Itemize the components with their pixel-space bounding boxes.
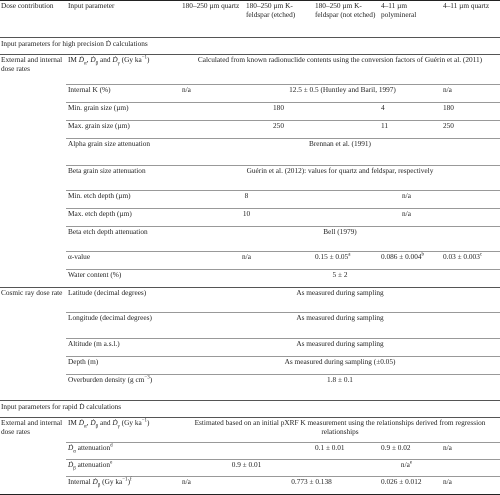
param-d-alpha: Ḋ$_\alpha$ attenuation$^d$: [68, 443, 113, 455]
param-min-grain: Min. grain size (µm): [68, 103, 129, 112]
table-row: [66, 190, 500, 208]
cell: 0.773 ± 0.138: [291, 477, 332, 486]
param-max-etch: Max. etch depth (µm): [68, 209, 132, 218]
group-external-rapid: [0, 417, 500, 494]
cell: 10: [242, 209, 251, 218]
cell: n/a: [182, 85, 191, 94]
param-beta-atten: Beta grain size attenuation: [68, 166, 146, 175]
cell: As measured during sampling: [296, 313, 384, 322]
cell: [180, 102, 244, 120]
param-alpha-atten: Alpha grain size attenuation: [68, 139, 151, 148]
header-kfeldspar-not-etched: 180–250 µm K-feldspar (not etched): [315, 1, 376, 19]
cell: n/a: [443, 443, 452, 452]
cell: 0.03 ± 0.003$^c$: [443, 252, 483, 261]
cell: n/a: [402, 209, 411, 218]
cell: [180, 442, 244, 459]
table-row: [66, 312, 500, 338]
table-row: [66, 442, 500, 459]
cell: n/a: [443, 477, 452, 486]
header-quartz-coarse: 180–250 µm quartz: [182, 1, 240, 10]
cell: Brennan et al. (1991): [308, 139, 371, 148]
table-row: [66, 208, 500, 226]
cell: Bell (1979): [323, 227, 357, 236]
group-external: [0, 54, 500, 287]
cell: 12.5 ± 0.5 (Huntley and Baril, 1997): [289, 85, 396, 94]
table-header-row: [0, 0, 500, 37]
value-im: Calculated from known radionuclide contents using the conversion factors of Guérin et al. (2011): [197, 55, 483, 64]
cell: $n/a^e$: [400, 460, 413, 469]
cell: n/a: [443, 85, 452, 94]
table-row: [66, 102, 500, 120]
cell: n/a: [402, 191, 411, 200]
param-longitude: Longitude (decimal degrees): [68, 313, 152, 322]
cell: 0.026 ± 0.012: [381, 477, 422, 486]
param-water: Water content (%): [68, 270, 122, 279]
table-row: [66, 226, 500, 251]
cell: 8: [244, 191, 249, 200]
cell: 250: [443, 121, 454, 130]
table-row: [66, 356, 500, 374]
group-label-cosmic: Cosmic ray dose rate: [1, 288, 63, 297]
cell: n/a: [242, 252, 251, 261]
cell: 0.086 ± 0.004$^b$: [381, 252, 424, 261]
cell: [244, 442, 313, 459]
param-alpha-value: α-value: [68, 252, 91, 261]
table-row: [66, 269, 500, 287]
section-high-precision: [0, 37, 500, 54]
cell: 11: [381, 121, 389, 130]
header-input-parameter: Input parameter: [68, 1, 115, 10]
table-row: [66, 120, 500, 138]
param-latitude: Latitude (decimal degrees): [68, 288, 147, 297]
table-row: [66, 374, 500, 400]
param-internal-k: Internal K (%): [68, 85, 111, 94]
param-im-rapid: IM Ḋ$_\alpha$, Ḋ$_\beta$ and Ḋ$_\gamma$ (Gy $ka^{-1}$): [68, 418, 150, 430]
param-im: IM Ḋ$_\alpha$, Ḋ$_\beta$ and Ḋ$_\gamma$ (Gy $ka^{-1}$): [68, 55, 150, 67]
section-title-2: Input parameters for rapid Ḋ calculations: [1, 402, 122, 411]
cell: 0.15 ± 0.05$^a$: [315, 252, 351, 261]
cell: Estimated based on an initial pXRF K measurement using the relationships derived from regression relationships: [194, 418, 486, 436]
cell: 0.9 ± 0.01: [231, 460, 262, 469]
cell: As measured during sampling: [296, 288, 384, 297]
cell: 0.1 ± 0.01: [315, 443, 345, 452]
cell: 1.8 ± 0.1: [327, 375, 353, 384]
table-row: [66, 251, 500, 269]
param-internal-db: Internal Ḋ$_\beta$ (Gy $ka^{-1})^f$: [68, 477, 132, 489]
table-row: [66, 338, 500, 356]
table-row: [66, 165, 500, 190]
group-cosmic: [0, 287, 500, 400]
table-row: [66, 417, 500, 442]
param-altitude: Altitude (m a.s.l.): [68, 339, 120, 348]
cell: [313, 120, 379, 138]
table-row: [66, 459, 500, 476]
cell: As measured during sampling: [296, 339, 384, 348]
cell: Guérin et al. (2012): values for quartz and feldspar, respectively: [246, 166, 434, 175]
param-min-etch: Min. etch depth (µm): [68, 191, 131, 200]
cell: 0.9 ± 0.02: [381, 443, 411, 452]
param-beta-etch: Beta etch depth attenuation: [68, 227, 148, 236]
table-row: [66, 84, 500, 102]
group-label-external: External and internal dose rates: [1, 55, 63, 73]
cell: 180: [443, 103, 454, 112]
cell: [180, 120, 244, 138]
param-depth: Depth (m): [68, 357, 99, 366]
section-title: Input parameters for high precision Ḋ calculations: [1, 39, 148, 48]
cell: As measured during sampling (±0.05): [284, 357, 396, 366]
table-row: [66, 138, 500, 165]
header-kfeldspar-etched: 180–250 µm K-feldspar (etched): [246, 1, 296, 19]
param-max-grain: Max. grain size (µm): [68, 121, 130, 130]
table-row: [66, 54, 500, 84]
header-dose-contribution: Dose contribution: [1, 1, 54, 10]
section-rapid: [0, 400, 500, 417]
cell: 5 ± 2: [332, 270, 348, 279]
cell: 250: [273, 121, 284, 130]
table-row: [66, 287, 500, 312]
param-d-beta: Ḋ$_\beta$ attenuation$^e$: [68, 460, 113, 472]
header-polymineral: 4–11 µm polymineral: [381, 1, 417, 19]
header-quartz-fine: 4–11 µm quartz: [443, 1, 490, 10]
cell: n/a: [182, 477, 191, 486]
cell: 180: [273, 103, 284, 112]
table-row: [66, 476, 500, 494]
cell: [313, 102, 379, 120]
cell: 4: [381, 103, 385, 112]
param-overburden: Overburden density (g $cm^{-3}$): [68, 375, 153, 384]
group-label-external-2: External and internal dose rates: [1, 418, 63, 436]
